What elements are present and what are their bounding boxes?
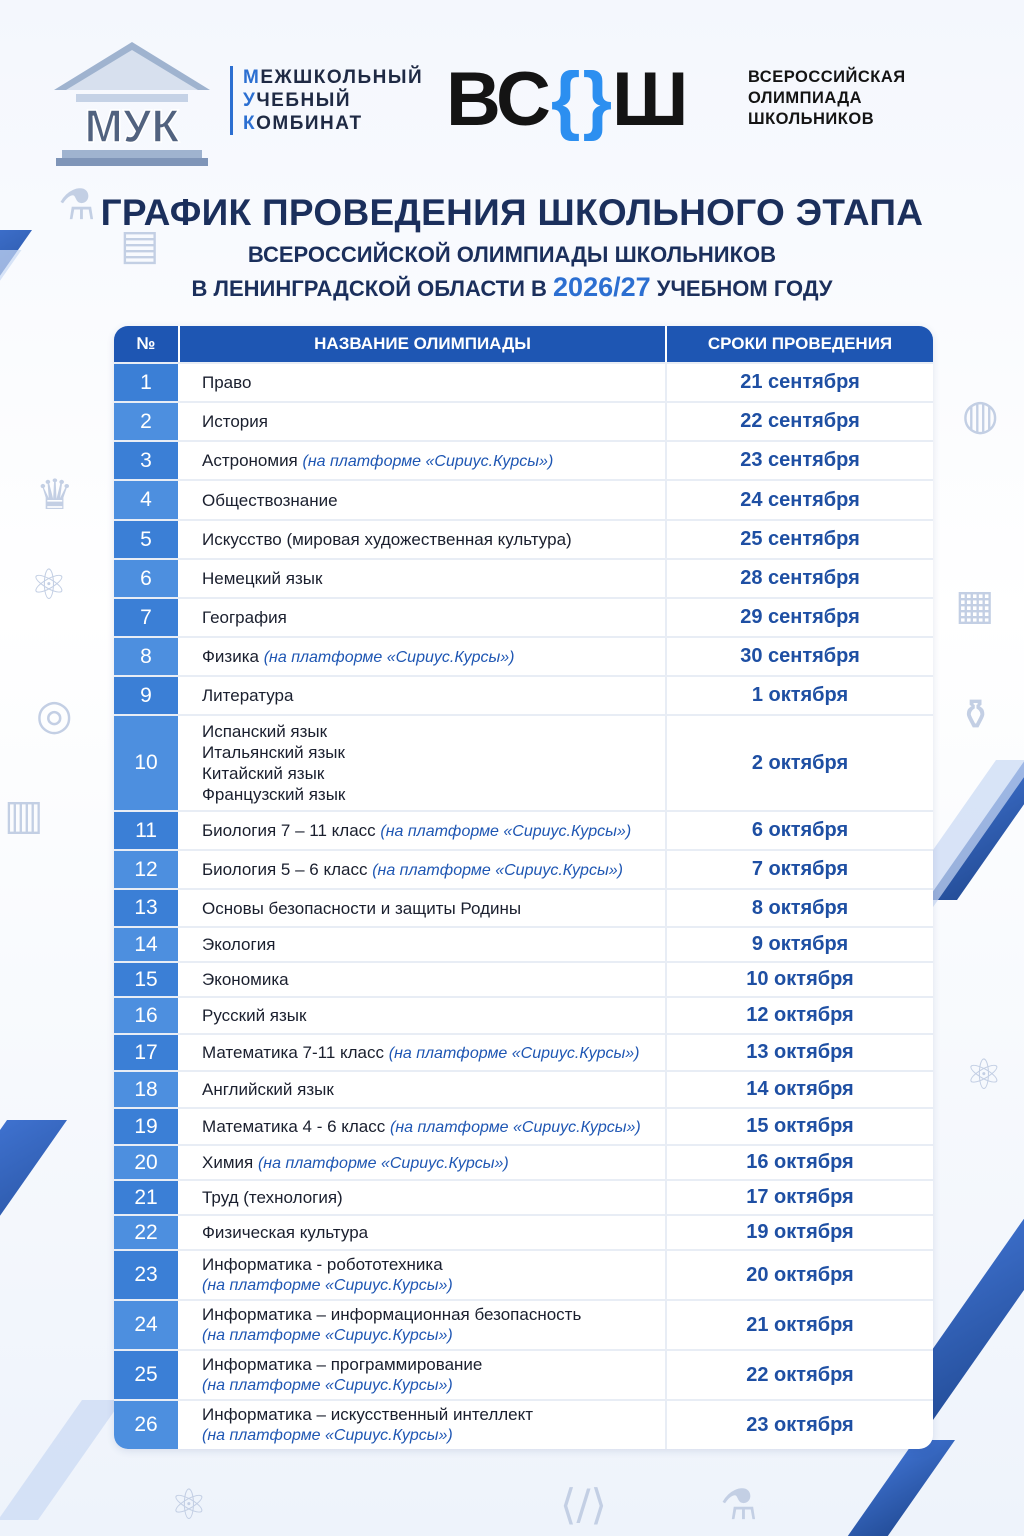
olympiad-date: 15 октября — [746, 1115, 854, 1137]
olympiad-name — [180, 481, 667, 519]
vsosh-brace-open: { — [550, 56, 579, 142]
olympiad-name — [180, 1351, 667, 1399]
molecule-icon: ⚛ — [170, 1480, 208, 1529]
olympiad-name-line — [202, 763, 643, 784]
olympiad-name-line — [202, 529, 643, 550]
vsosh-line: ШКОЛЬНИКОВ — [748, 110, 875, 128]
olympiad-date: 14 октября — [746, 1078, 854, 1100]
beaker-icon: ⚱ — [958, 690, 994, 739]
olympiad-date: 22 октября — [746, 1363, 854, 1386]
vsosh-brace-close: } — [582, 56, 611, 142]
olympiad-date: 1 октября — [751, 684, 849, 706]
olympiad-date: 23 сентября — [740, 449, 860, 471]
subject-text: Труд (технология) — [202, 1188, 343, 1207]
table-row — [114, 1214, 933, 1249]
olympiad-name-line — [202, 1404, 643, 1425]
table-row — [114, 1179, 933, 1214]
table-row — [114, 440, 933, 479]
olympiad-date: 8 октября — [751, 896, 849, 919]
olympiad-name-line — [202, 898, 643, 919]
olympiad-name — [180, 1109, 667, 1144]
decor-stripe — [0, 1400, 122, 1520]
row-number: 11 — [114, 812, 180, 849]
row-number: 22 — [114, 1216, 180, 1249]
open-book-icon: ▥ — [4, 790, 44, 839]
table-row — [114, 1299, 933, 1349]
flask-icon: ⚗ — [58, 180, 96, 229]
table-row — [114, 675, 933, 714]
subject-text: Математика 4 - 6 класс — [202, 1116, 386, 1136]
table-row — [114, 926, 933, 961]
olympiad-name-line — [202, 490, 643, 511]
table-row — [114, 849, 933, 888]
vsosh-line: ОЛИМПИАДА — [748, 89, 863, 107]
row-number: 13 — [114, 890, 180, 926]
subject-text: Экономика — [202, 970, 289, 989]
olympiad-date: 12 октября — [746, 1004, 854, 1026]
table-row — [114, 362, 933, 401]
subject-text: Информатика – искусственный интеллект — [202, 1405, 534, 1424]
subject-text: Основы безопасности и защиты Родины — [202, 898, 522, 918]
molecule-icon: ⚛ — [30, 560, 68, 609]
muk-line-3-initial: К — [243, 113, 257, 134]
olympiad-date: 24 сентября — [740, 488, 860, 511]
table-row — [114, 519, 933, 558]
row-number: 12 — [114, 851, 180, 888]
subject-text: Обществознание — [202, 490, 338, 510]
table-row — [114, 558, 933, 597]
subject-text: Немецкий язык — [202, 569, 323, 588]
subject-text: Информатика – информационная безопасность — [202, 1305, 582, 1324]
olympiad-name — [180, 812, 667, 849]
row-number: 9 — [114, 677, 180, 714]
olympiad-name-line — [202, 372, 643, 393]
subject-text: История — [202, 412, 268, 431]
olympiad-name — [180, 928, 667, 961]
olympiad-name-line — [202, 1354, 643, 1375]
subject-text: Французский язык — [202, 785, 346, 804]
page-title: ГРАФИК ПРОВЕДЕНИЯ ШКОЛЬНОГО ЭТАПА — [100, 192, 924, 233]
row-number: 20 — [114, 1146, 180, 1179]
olympiad-name — [180, 677, 667, 714]
olympiad-date: 23 октября — [746, 1413, 854, 1436]
platform-note: (на платформе «Сириус.Курсы») — [202, 1427, 453, 1444]
map-icon: ▦ — [955, 580, 995, 629]
subject-text: Астрономия — [202, 450, 298, 470]
code-icon: ⟨/⟩ — [560, 1480, 607, 1529]
table-row — [114, 1070, 933, 1107]
table-row — [114, 1399, 933, 1449]
olympiad-name-line — [202, 1079, 643, 1100]
row-number: 26 — [114, 1401, 180, 1449]
olympiad-name-line — [202, 721, 643, 742]
olympiad-name-line — [202, 1116, 643, 1138]
row-number: 5 — [114, 521, 180, 558]
header-date: СРОКИ ПРОВЕДЕНИЯ — [707, 334, 893, 353]
row-number: 3 — [114, 442, 180, 479]
subject-text: Биология 7 – 11 класс — [202, 820, 376, 840]
olympiad-name — [180, 638, 667, 675]
platform-note: (на платформе «Сириус.Курсы») — [380, 822, 632, 840]
muk-line-2-rest: ЧЕБНЫЙ — [256, 90, 351, 111]
subtitle-before: В ЛЕНИНГРАДСКОЙ ОБЛАСТИ В — [191, 276, 554, 301]
subject-text: Испанский язык — [202, 722, 328, 741]
table-row — [114, 888, 933, 926]
olympiad-name-line — [202, 568, 643, 589]
muk-badge-text: МУК — [84, 100, 180, 152]
row-number: 21 — [114, 1181, 180, 1214]
olympiad-date: 21 сентября — [740, 371, 860, 393]
olympiad-name — [180, 1146, 667, 1179]
olympiad-name-line — [202, 1042, 643, 1064]
vsosh-name — [748, 67, 906, 130]
row-number: 17 — [114, 1035, 180, 1070]
platform-note: (на платформе «Сириус.Курсы») — [202, 1277, 453, 1294]
olympiad-date: 10 октября — [746, 968, 854, 990]
olympiad-name-line — [202, 859, 643, 881]
row-number: 8 — [114, 638, 180, 675]
platform-note: (на платформе «Сириус.Курсы») — [202, 1327, 453, 1344]
row-number: 15 — [114, 963, 180, 996]
row-number: 16 — [114, 998, 180, 1033]
muk-line-3-rest: ОМБИНАТ — [256, 113, 363, 134]
row-number: 1 — [114, 364, 180, 401]
olympiad-name-line — [202, 969, 643, 990]
table-header — [114, 326, 933, 362]
platform-note: (на платформе «Сириус.Курсы») — [302, 452, 554, 470]
row-number: 24 — [114, 1301, 180, 1349]
olympiad-name-line — [202, 820, 643, 842]
olympiad-date: 17 октября — [746, 1186, 854, 1208]
table-row — [114, 597, 933, 636]
vsosh-logo-left: ВС — [446, 56, 549, 142]
table-row — [114, 961, 933, 996]
subject-text: Физическая культура — [202, 1223, 369, 1242]
subject-text: Китайский язык — [202, 764, 325, 783]
platform-note: (на платформе «Сириус.Курсы») — [388, 1044, 640, 1062]
row-number: 25 — [114, 1351, 180, 1399]
flask-icon: ⚗ — [720, 1480, 758, 1529]
muk-line-2-initial: У — [243, 90, 257, 111]
vsosh-logo — [446, 56, 687, 142]
row-number: 7 — [114, 599, 180, 636]
trophy-icon: ♛ — [36, 470, 74, 519]
olympiad-name-line — [202, 1304, 643, 1325]
table-row — [114, 401, 933, 440]
olympiad-name-line — [202, 742, 643, 763]
olympiad-name-line — [202, 1152, 643, 1174]
olympiad-date: 13 октября — [746, 1041, 854, 1063]
header-num: № — [114, 326, 180, 362]
page-subtitle: ВСЕРОССИЙСКОЙ ОЛИМПИАДЫ ШКОЛЬНИКОВ — [247, 242, 777, 267]
olympiad-name-line — [202, 685, 643, 706]
olympiad-name — [180, 890, 667, 926]
olympiad-date: 9 октября — [751, 933, 849, 955]
decor-stripe — [845, 1440, 955, 1536]
target-icon: ◎ — [36, 690, 73, 739]
olympiad-name — [180, 1301, 667, 1349]
olympiad-date: 25 сентября — [740, 528, 860, 550]
subject-text: Информатика - робототехника — [202, 1255, 443, 1274]
muk-line-2 — [243, 89, 423, 112]
olympiad-name — [180, 442, 667, 479]
olympiad-name — [180, 1035, 667, 1070]
table-row — [114, 1107, 933, 1144]
olympiad-date: 2 октября — [751, 751, 849, 774]
olympiad-name — [180, 716, 667, 810]
olympiad-name-line — [202, 1187, 643, 1208]
subject-text: Экология — [202, 935, 276, 954]
subject-text: Информатика – программирование — [202, 1355, 483, 1374]
subject-text: География — [202, 608, 287, 627]
subject-text: Русский язык — [202, 1006, 307, 1025]
table-body — [114, 362, 933, 1449]
subject-text: Английский язык — [202, 1080, 334, 1099]
olympiad-name — [180, 403, 667, 440]
row-number: 18 — [114, 1072, 180, 1107]
muk-logo — [48, 38, 216, 168]
olympiad-date: 28 сентября — [740, 567, 860, 589]
platform-note: (на платформе «Сириус.Курсы») — [390, 1118, 641, 1136]
row-number: 14 — [114, 928, 180, 961]
platform-note: (на платформе «Сириус.Курсы») — [372, 861, 623, 879]
olympiad-name-line — [202, 784, 643, 805]
row-number: 4 — [114, 481, 180, 519]
olympiad-name — [180, 364, 667, 401]
table-row — [114, 996, 933, 1033]
olympiad-name — [180, 599, 667, 636]
olympiad-name-line — [202, 934, 643, 955]
subject-text: Литература — [202, 686, 294, 705]
olympiad-date: 16 октября — [746, 1151, 854, 1173]
table-row — [114, 1144, 933, 1179]
olympiad-name — [180, 1181, 667, 1214]
table-row — [114, 479, 933, 519]
platform-note: (на платформе «Сириус.Курсы») — [263, 648, 515, 666]
olympiad-date: 21 октября — [746, 1313, 854, 1336]
olympiad-name — [180, 1401, 667, 1449]
row-number: 10 — [114, 716, 180, 810]
table-row — [114, 1033, 933, 1070]
subject-text: Искусство (мировая художественная культура) — [202, 530, 572, 549]
olympiad-name-line — [202, 450, 643, 472]
muk-line-1-rest: ЕЖШКОЛЬНЫЙ — [260, 67, 424, 88]
row-number: 19 — [114, 1109, 180, 1144]
olympiad-date: 30 сентября — [740, 645, 860, 667]
olympiad-name — [180, 963, 667, 996]
table-row — [114, 1349, 933, 1399]
schedule-table — [114, 326, 933, 1449]
olympiad-name — [180, 1072, 667, 1107]
atom-icon: ⚛ — [965, 1050, 1003, 1099]
globe-icon: ◍ — [962, 390, 999, 439]
school-year: 2026/27 — [553, 272, 651, 302]
muk-line-1 — [243, 66, 423, 89]
row-number: 23 — [114, 1251, 180, 1299]
muk-line-1-initial: М — [243, 67, 261, 88]
book-icon: ▤ — [120, 220, 160, 269]
table-row — [114, 1249, 933, 1299]
table-row — [114, 636, 933, 675]
table-row — [114, 714, 933, 810]
vsosh-logo-right: Ш — [612, 56, 687, 142]
olympiad-date: 6 октября — [751, 819, 849, 841]
olympiad-name-line — [202, 1005, 643, 1026]
olympiad-date: 20 октября — [746, 1263, 854, 1286]
olympiad-date: 29 сентября — [740, 606, 860, 628]
muk-line-3 — [243, 112, 423, 135]
subject-text: Право — [202, 373, 252, 392]
olympiad-date: 19 октября — [746, 1221, 854, 1243]
row-number: 6 — [114, 560, 180, 597]
olympiad-name — [180, 1251, 667, 1299]
olympiad-name — [180, 521, 667, 558]
subject-text: Химия — [202, 1152, 254, 1172]
olympiad-name-line — [202, 607, 643, 628]
subtitle-after: УЧЕБНОМ ГОДУ — [650, 276, 833, 301]
vsosh-line: ВСЕРОССИЙСКАЯ — [748, 68, 906, 86]
table-row — [114, 810, 933, 849]
olympiad-name-line — [202, 1254, 643, 1275]
platform-note: (на платформе «Сириус.Курсы») — [257, 1154, 509, 1172]
olympiad-name — [180, 1216, 667, 1249]
muk-name — [230, 66, 423, 135]
olympiad-date: 22 сентября — [740, 410, 860, 432]
subject-text: Биология 5 – 6 класс — [202, 859, 368, 879]
subject-text: Математика 7-11 класс — [202, 1042, 385, 1062]
page-subtitle-year — [0, 272, 1024, 303]
row-number: 2 — [114, 403, 180, 440]
olympiad-name-line — [202, 1222, 643, 1243]
olympiad-name — [180, 851, 667, 888]
olympiad-name-line — [202, 646, 643, 668]
olympiad-name-line — [202, 411, 643, 432]
platform-note: (на платформе «Сириус.Курсы») — [202, 1377, 453, 1394]
olympiad-name — [180, 998, 667, 1033]
subject-text: Физика — [202, 646, 259, 666]
decor-stripe — [0, 1120, 67, 1340]
olympiad-name — [180, 560, 667, 597]
olympiad-date: 7 октября — [751, 858, 849, 880]
subject-text: Итальянский язык — [202, 743, 345, 762]
header-name: НАЗВАНИЕ ОЛИМПИАДЫ — [180, 326, 667, 362]
